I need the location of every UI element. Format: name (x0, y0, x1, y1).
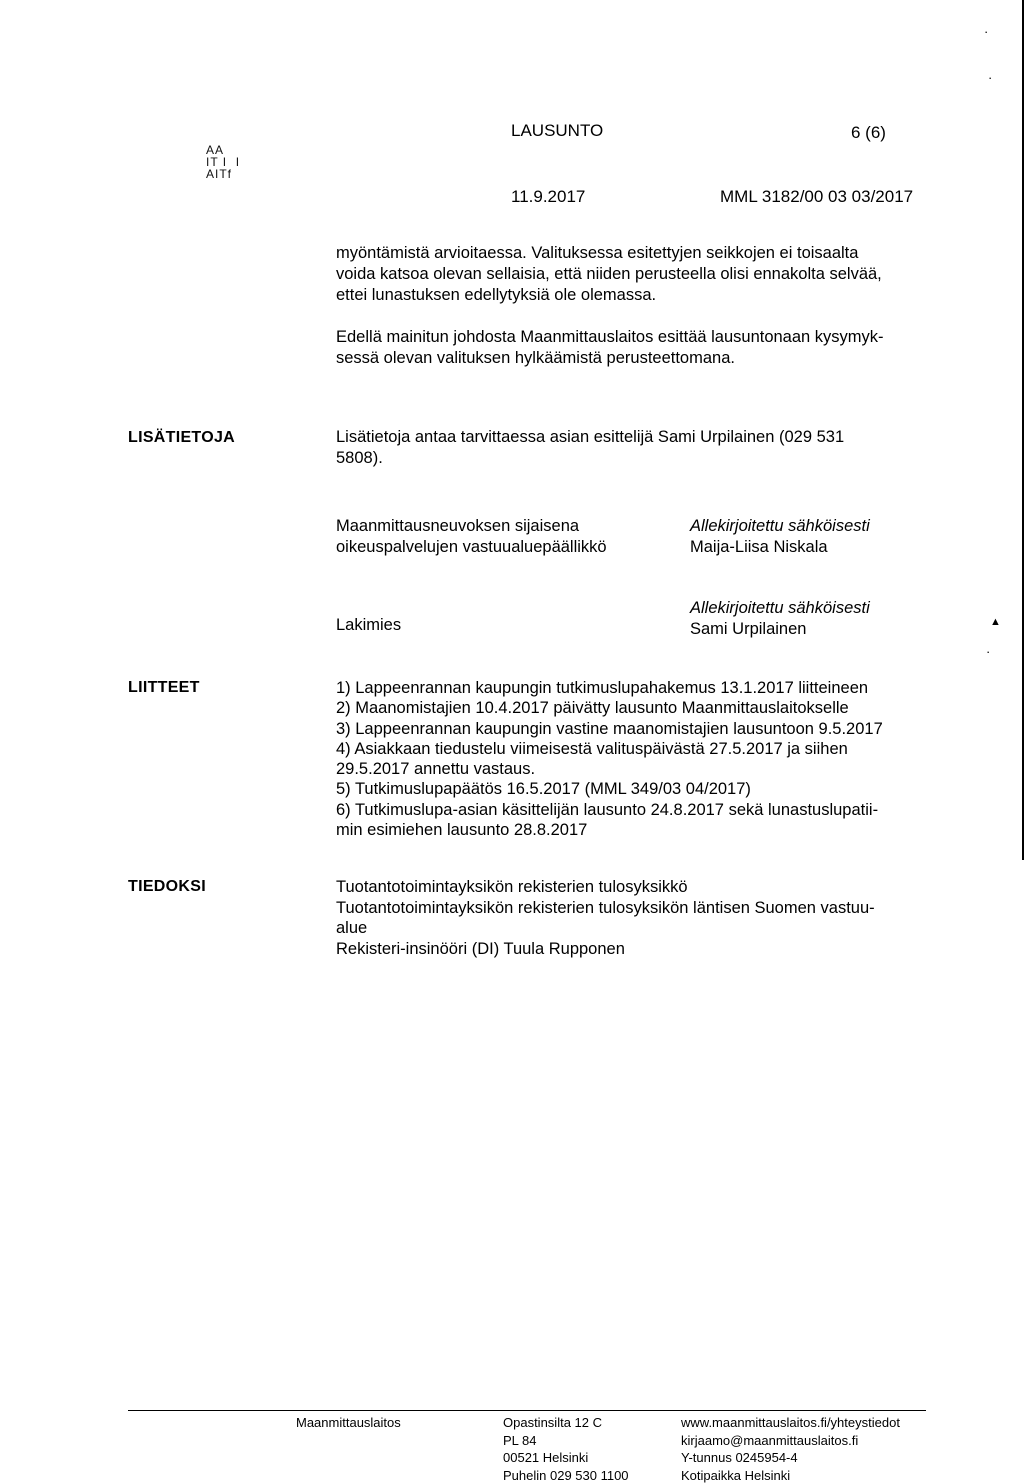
lisatietoja-line: Lisätietoja antaa tarvittaessa asian esittelijä Sami Urpilainen (029 531 (336, 427, 936, 448)
liitteet-list (336, 678, 936, 840)
page-number: 6 (6) (851, 123, 886, 143)
scan-mark-dot: · (986, 644, 990, 659)
paragraph-line: myöntämistä arvioitaessa. Valituksessa esitettyjen seikkojen ei toisaalta (336, 243, 936, 264)
footer-address (503, 1414, 629, 1484)
electronic-signature-note: Allekirjoitettu sähköisesti (690, 598, 870, 619)
footer-contact-line: www.maanmittauslaitos.fi/yhteystiedot (681, 1414, 900, 1432)
paragraph-line: sessä olevan valituksen hylkäämistä perusteettomana. (336, 348, 936, 369)
footer-divider (128, 1410, 926, 1411)
logo-line: AA (206, 144, 240, 156)
lisatietoja-line: 5808). (336, 448, 936, 469)
attachment-item: 1) Lappeenrannan kaupungin tutkimuslupahakemus 13.1.2017 liitteineen (336, 678, 936, 698)
liitteet-label: LIITTEET (128, 679, 200, 697)
signer-name: Sami Urpilainen (690, 619, 870, 640)
logo-line: AITf (206, 168, 240, 180)
paragraph-2 (336, 327, 936, 369)
attachment-item: 29.5.2017 annettu vastaus. (336, 759, 936, 779)
signer-title-line: Lakimies (336, 615, 401, 636)
signer-name: Maija-Liisa Niskala (690, 537, 870, 558)
attachment-item: 5) Tutkimuslupapäätös 16.5.2017 (MML 349/03 04/2017) (336, 779, 936, 799)
paragraph-1 (336, 243, 936, 306)
footer-contact-line: Kotipaikka Helsinki (681, 1467, 900, 1484)
electronic-signature-note: Allekirjoitettu sähköisesti (690, 516, 870, 537)
signer-title-line: Maanmittausneuvoksen sijaisena (336, 516, 607, 537)
lisatietoja-text (336, 427, 936, 469)
footer-address-line: PL 84 (503, 1432, 629, 1450)
paragraph-line: Edellä mainitun johdosta Maanmittauslaitos esittää lausuntonaan kysymyk- (336, 327, 936, 348)
attachment-item: 6) Tutkimuslupa-asian käsittelijän lausunto 24.8.2017 sekä lunastuslupatii- (336, 800, 936, 820)
tiedoksi-list (336, 877, 936, 959)
document-type: LAUSUNTO (511, 121, 603, 141)
footer-contact-line: kirjaamo@maanmittauslaitos.fi (681, 1432, 900, 1450)
footer-contact (681, 1414, 900, 1484)
organization-logo (206, 144, 240, 180)
document-date: 11.9.2017 (511, 187, 585, 207)
recipient-line: Rekisteri-insinööri (DI) Tuula Rupponen (336, 939, 936, 960)
footer-address-line: 00521 Helsinki (503, 1449, 629, 1467)
paragraph-line: ettei lunastuksen edellytyksiä ole olemassa. (336, 285, 936, 306)
reference-number: MML 3182/00 03 03/2017 (720, 187, 913, 207)
recipient-line: Tuotantotoimintayksikön rekisterien tulosyksikön läntisen Suomen vastuu- (336, 898, 936, 919)
paragraph-line: voida katsoa olevan sellaisia, että niiden perusteella olisi ennakolta selvää, (336, 264, 936, 285)
attachment-item: 4) Asiakkaan tiedustelu viimeisestä valituspäivästä 27.5.2017 ja siihen (336, 739, 936, 759)
footer-organization: Maanmittauslaitos (296, 1414, 401, 1432)
signer-1-signature (690, 516, 870, 558)
scan-mark-dot: · (984, 24, 988, 39)
signer-2-title (336, 615, 401, 636)
signer-2-signature (690, 598, 870, 640)
attachment-item: 3) Lappeenrannan kaupungin vastine maanomistajien lausuntoon 9.5.2017 (336, 719, 936, 739)
attachment-item: 2) Maanomistajien 10.4.2017 päivätty lausunto Maanmittauslaitokselle (336, 698, 936, 718)
scan-mark-dot: · (988, 70, 992, 85)
footer-contact-line: Y-tunnus 0245954-4 (681, 1449, 900, 1467)
footer-address-line: Puhelin 029 530 1100 (503, 1467, 629, 1484)
attachment-item: min esimiehen lausunto 28.8.2017 (336, 820, 936, 840)
recipient-line: Tuotantotoimintayksikön rekisterien tulosyksikkö (336, 877, 936, 898)
signer-1-title (336, 516, 607, 558)
footer-address-line: Opastinsilta 12 C (503, 1414, 629, 1432)
signer-title-line: oikeuspalvelujen vastuualuepäällikkö (336, 537, 607, 558)
scan-mark-triangle: ▲ (990, 616, 1001, 628)
logo-line: IT I I (206, 156, 240, 168)
recipient-line: alue (336, 918, 936, 939)
tiedoksi-label: TIEDOKSI (128, 878, 206, 896)
lisatietoja-label: LISÄTIETOJA (128, 429, 235, 447)
